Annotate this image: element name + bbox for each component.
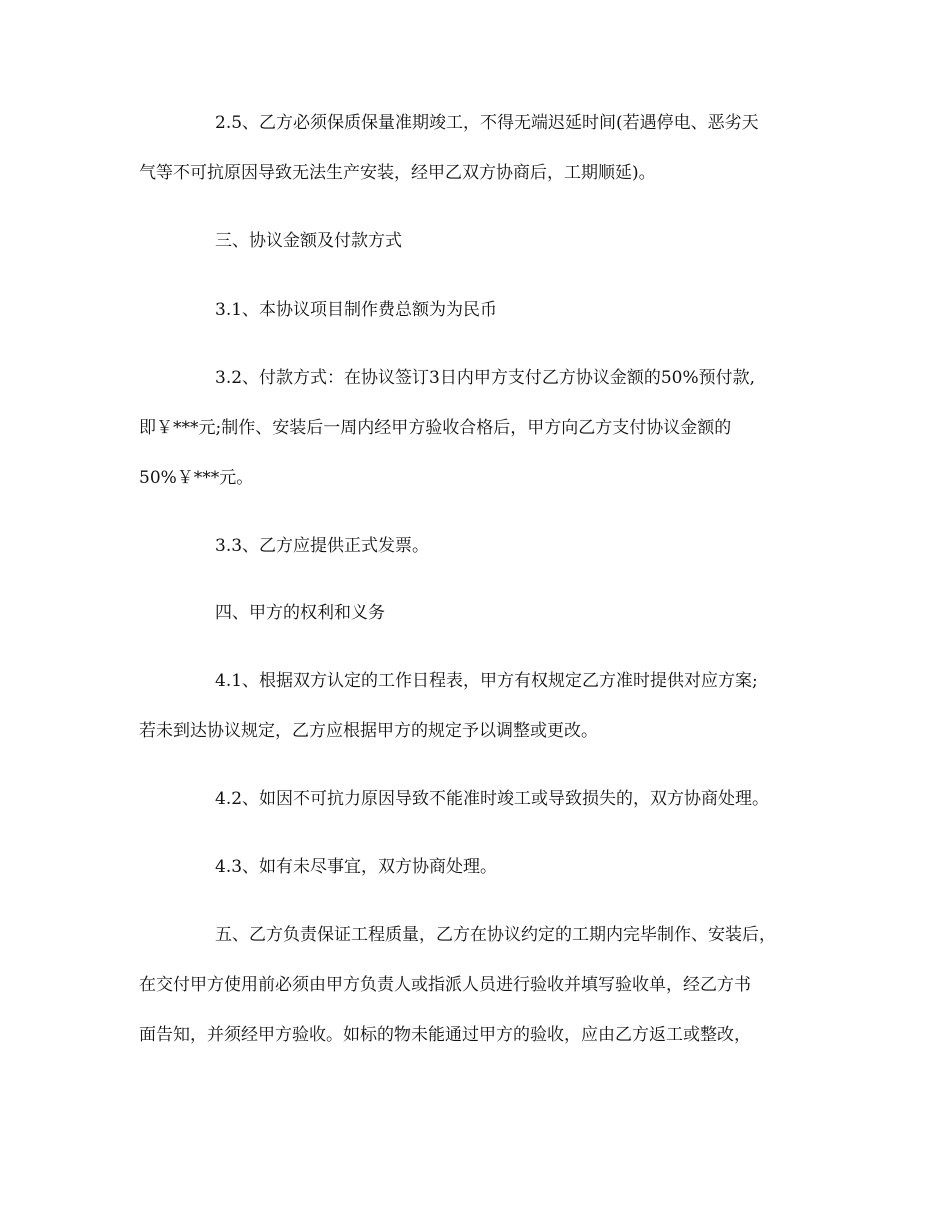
text-line: 若未到达协议规定，乙方应根据甲方的规定予以调整或更改。 — [139, 721, 598, 741]
text-line: 面告知，并须经甲方验收。如标的物未能通过甲方的验收，应由乙方返工或整改， — [139, 1025, 751, 1045]
text-line: 4.1、根据双方认定的工作日程表，甲方有权规定乙方准时提供对应方案; — [215, 671, 758, 691]
text-line: 50%￥***元。 — [139, 468, 254, 488]
text-line: 3.2、付款方式：在协议签订3日内甲方支付乙方协议金额的50%预付款, — [215, 368, 756, 388]
paragraph-4-3 — [139, 842, 829, 892]
text-line: 气等不可抗原因导致无法生产安装，经甲乙双方协商后，工期顺延)。 — [139, 163, 656, 183]
paragraph-3-1 — [139, 285, 829, 335]
paragraph-5 — [139, 910, 829, 1060]
text-line: 3.1、本协议项目制作费总额为为民币 — [215, 300, 498, 320]
text-line: 2.5、乙方必须保质保量准期竣工，不得无端迟延时间(若遇停电、恶劣天 — [215, 113, 759, 133]
paragraph-2-5 — [139, 98, 829, 198]
heading-text: 三、协议金额及付款方式 — [215, 231, 402, 251]
section-heading-3 — [139, 216, 829, 266]
section-heading-4 — [139, 588, 829, 638]
text-line: 4.2、如因不可抗力原因导致不能准时竣工或导致损失的，双方协商处理。 — [215, 789, 770, 809]
text-line: 在交付甲方使用前必须由甲方负责人或指派人员进行验收并填写验收单，经乙方书 — [139, 975, 751, 995]
paragraph-3-2 — [139, 353, 829, 503]
paragraph-3-3 — [139, 521, 829, 571]
text-line: 3.3、乙方应提供正式发票。 — [215, 536, 430, 556]
text-line: 即￥***元;制作、安装后一周内经甲方验收合格后，甲方向乙方支付协议金额的 — [139, 418, 732, 438]
text-line: 五、乙方负责保证工程质量，乙方在协议约定的工期内完毕制作、安装后， — [215, 925, 776, 945]
text-line: 4.3、如有未尽事宜，双方协商处理。 — [215, 857, 498, 877]
paragraph-4-2 — [139, 774, 829, 824]
heading-text: 四、甲方的权利和义务 — [215, 603, 385, 623]
paragraph-4-1 — [139, 656, 829, 756]
